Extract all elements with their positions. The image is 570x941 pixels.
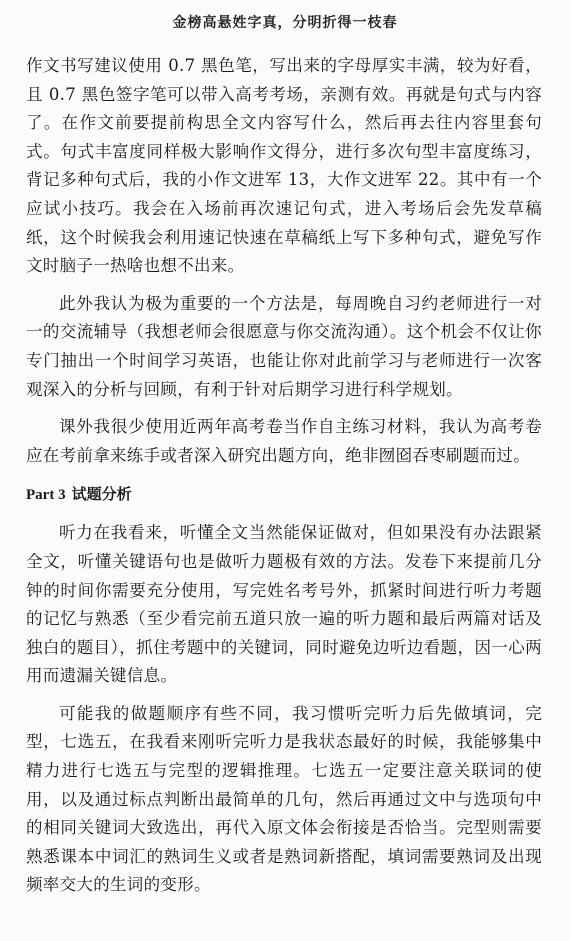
section-part-label: Part 3 [26,487,66,504]
page-header: 金榜高悬姓字真，分明折得一枝春 [172,15,398,31]
paragraph-writing-tips: 作文书写建议使用 0.7 黑色笔，写出来的字母厚实丰满，较为好看，且 0.7 黑色签字笔可以带入高考考场，亲测有效。再就是句式与内容了。在作文前要提前构思全文内容写什么，然后再去往内容里套句式。句式丰富度同样极大影响作文得分，进行多次句型丰富度练习，背记多种句式后，我的小作文进军 13，大作文进军 22。其中有一个应试小技巧。我会在入场前再次速记句式，进入考场后会先发草稿纸，这个时候我会利用速记快速在草稿纸上写下多种句式，避免写作文时脑子一热啥也想不出来。 [26,56,542,276]
document-body [26,52,542,909]
paragraph-teacher-tutoring: 此外我认为极为重要的一个方法是，每周晚自习约老师进行一对一的交流辅导（我想老师会很愿意与你交流沟通）。这个机会不仅让你专门抽出一个时间学习英语，也能让你对此前学习与老师进行一次客观深入的分析与回顾，有利于针对后期学习进行科学规划。 [26,293,542,399]
section-title: 试题分析 [71,485,132,504]
paragraph-exam-papers: 课外我很少使用近两年高考卷当作自主练习材料，我认为高考卷应在考前拿来练手或者深入研究出题方向，绝非囫囵吞枣刷题而过。 [26,417,542,465]
paragraph-listening: 听力在我看来，听懂全文当然能保证做对，但如果没有办法跟紧全文，听懂关键语句也是做听力题极有效的方法。发卷下来提前几分钟的时间你需要充分使用，写完姓名考号外，抓紧时间进行听力考题的记忆与熟悉（至少看完前五道只放一遍的听力题和最后两篇对话及独白的题目），抓住考题中的关键词，同时避免边听边看题，因一心两用而遗漏关键信息。 [26,523,542,686]
section-heading [26,484,542,505]
paragraph-question-order: 可能我的做题顺序有些不同，我习惯听完听力后先做填词，完型，七选五，在我看来刚听完听力是我状态最好的时候，我能够集中精力进行七选五与完型的逻辑推理。七选五一定要注意关联词的使用，以及通过标点判断出最简单的几句，然后再通过文中与选项句中的相同关键词大致选出，再代入原文体会衔接是否恰当。完型则需要熟悉课本中词汇的熟词生义或者是熟词新搭配，填词需要熟词及出现频率交大的生词的变形。 [26,703,542,895]
